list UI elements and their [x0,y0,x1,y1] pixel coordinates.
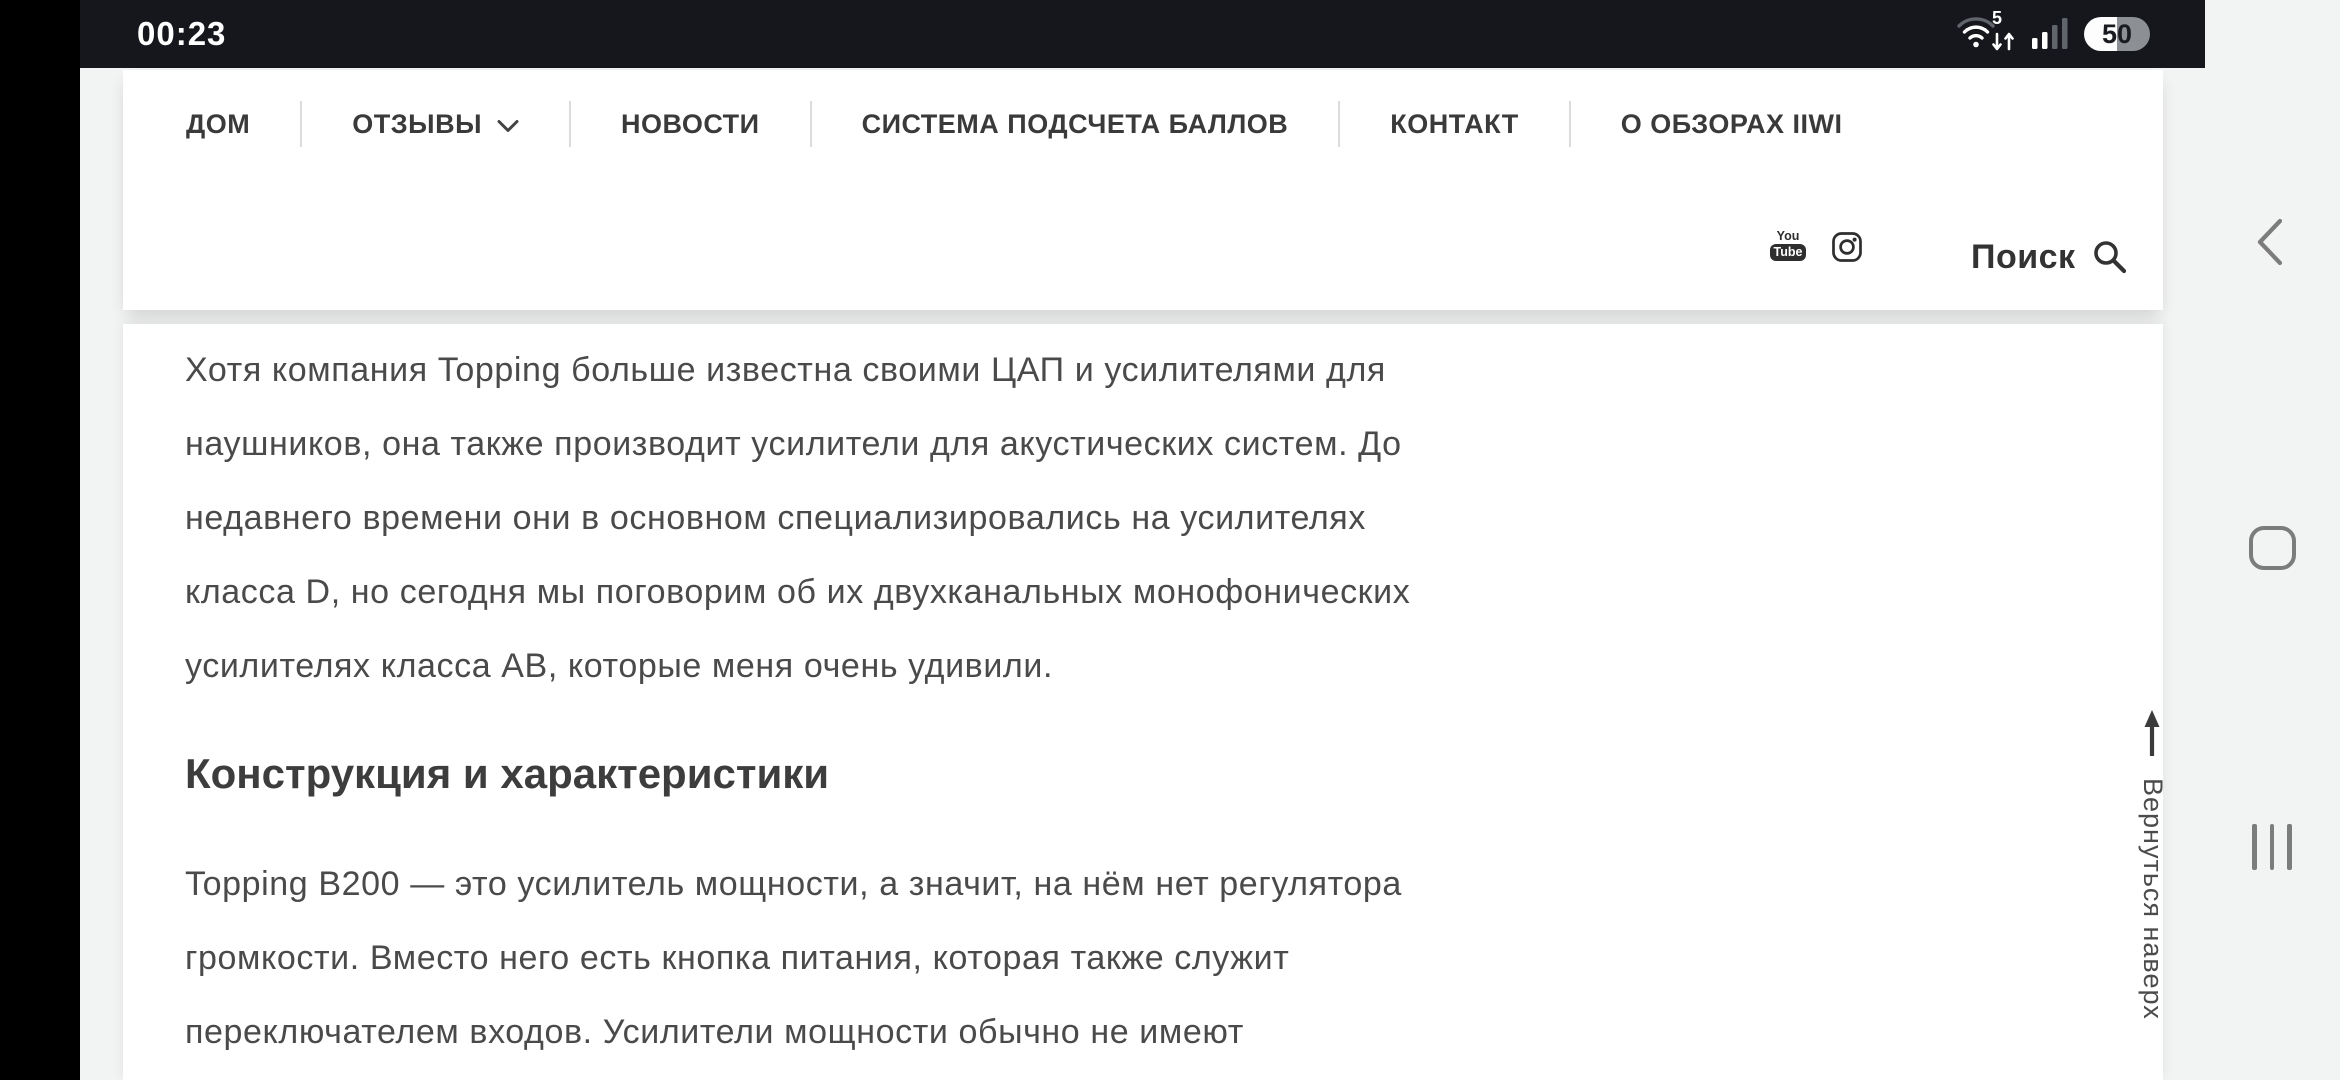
paragraph-line: усилителях класса AB, которые меня очень удивили. [185,647,1054,685]
paragraph-line: переключателем входов. Усилители мощности обычно не имеют [185,1013,1244,1051]
menu-item-about-iiwi-reviews[interactable]: О ОБЗОРАХ IIWI [1620,108,1843,139]
search-label: Поиск [1971,237,2076,276]
android-home-button[interactable] [2249,526,2296,570]
article-paragraph [185,333,2163,703]
main-menu [136,92,1892,156]
paragraph-line: Topping B200 — это усилитель мощности, а значит, на нём нет регулятора [185,865,1402,903]
battery-indicator [2084,17,2150,51]
recents-bar [2252,824,2257,870]
paragraph-line: громкости. Вместо него есть кнопка питания, которая также служит [185,939,1290,977]
paragraph-line: Хотя компания Topping больше известна своими ЦАП и усилителями для [185,351,1386,389]
svg-text:5: 5 [1992,8,2003,28]
back-to-top-button[interactable] [2142,710,2162,761]
search-icon [2092,239,2128,275]
status-icons [1956,9,2205,60]
chevron-down-icon [497,119,519,133]
menu-item-reviews-label: ОТЗЫВЫ [352,108,483,139]
status-bar [80,0,2205,68]
article-content [123,324,2163,1069]
menu-item-home[interactable]: ДОМ [186,108,251,139]
paragraph-line: наушников, она также производит усилители для акустических систем. До [185,425,1402,463]
back-chevron-icon [2252,217,2288,267]
search-button[interactable] [1971,225,2128,289]
back-to-top-label[interactable]: Вернуться наверх [2138,778,2168,1020]
menu-item-contact[interactable]: КОНТАКТ [1390,108,1519,139]
site-header [123,70,2163,310]
android-recents-button[interactable] [2252,824,2294,870]
article-card [123,324,2163,1080]
android-back-button[interactable] [2252,217,2288,272]
menu-item-news[interactable]: НОВОСТИ [621,108,760,139]
arrow-up-icon [2142,710,2162,756]
menu-item-reviews[interactable] [302,109,569,140]
section-heading: Конструкция и характеристики [185,750,830,797]
paragraph-line: недавнего времени они в основном специализировались на усилителях [185,499,1366,537]
youtube-icon[interactable] [1770,230,1806,261]
recents-bar [2287,824,2292,870]
instagram-icon[interactable] [1832,232,1862,267]
camera-cutout-strip [0,0,80,1080]
menu-item-scoring-system[interactable]: СИСТЕМА ПОДСЧЕТА БАЛЛОВ [861,108,1289,139]
paragraph-line: класса D, но сегодня мы поговорим об их двухканальных монофонических [185,573,1411,611]
battery-percent: 50 [2101,18,2133,49]
youtube-icon-tube-text: Tube [1770,244,1806,261]
youtube-icon-you-text: You [1776,229,1800,243]
signal-strength-icon [2032,14,2070,55]
article-paragraph [185,847,2163,1069]
wifi-icon [1956,9,2018,60]
recents-bar [2270,824,2275,870]
status-time: 00:23 [137,15,227,52]
